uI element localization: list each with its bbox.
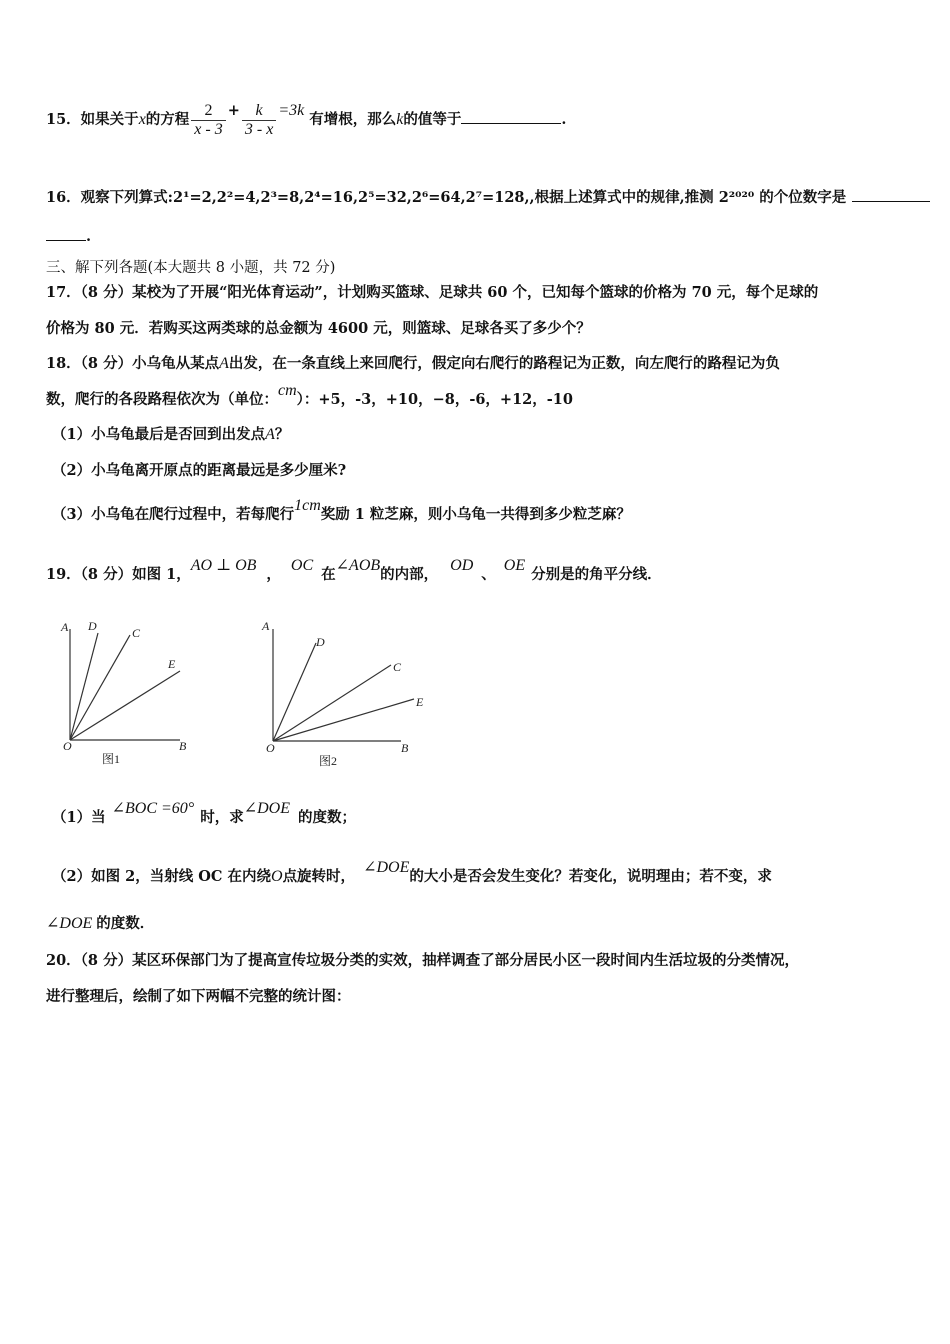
q19-p2-m: ∠DOE — [363, 859, 410, 876]
fig1-label-e: E — [168, 657, 176, 671]
q15-mid: 的方程 — [145, 111, 190, 128]
q19-m2: OC — [290, 557, 314, 574]
q20-line-1: 20．（8 分）某区环保部门为了提高宣传垃圾分类的实效，抽样调查了部分居民小区一段时间内生活垃圾的分类情况， — [46, 952, 800, 969]
q19-p2-b: 点旋转时， — [282, 868, 356, 885]
q15-end: 的值等于 — [403, 111, 462, 128]
q18-part-2: （2）小乌龟离开原点的距离最远是多少厘米? — [52, 462, 347, 479]
q19-part-2 — [52, 859, 772, 887]
q19-p1-c: 的度数； — [298, 809, 356, 826]
q18-point-a: A — [219, 355, 229, 372]
q18-p1-a: （1）小乌龟最后是否回到出发点 — [52, 426, 266, 443]
q19-p1-m: ∠BOC =60° — [111, 800, 195, 817]
q19-line-1 — [46, 557, 662, 585]
q20-line-2: 进行整理后，绘制了如下两幅不完整的统计图： — [46, 988, 351, 1005]
fig1-label-d: D — [88, 619, 97, 633]
q15-prefix: 15．如果关于 — [46, 111, 139, 128]
fig1-caption: 图1 — [102, 752, 121, 766]
q19-d: 分别是的角平分线． — [531, 566, 662, 583]
q19-m1: AO ⊥ OB — [190, 557, 257, 574]
q16-text: 16．观察下列算式:2¹=2,2²=4,2³=8,2⁴=16,2⁵=32,2⁶=64,2⁷=128,,根据上述算式中的规律,推测 2²⁰²⁰ 的个位数字是 — [46, 189, 847, 206]
q17-line-1: 17．（8 分）某校为了开展“阳光体育运动”，计划购买篮球、足球共 60 个，已知每个篮球的价格为 70 元，每个足球的 — [46, 284, 819, 301]
q19-p1-a: （1）当 — [52, 809, 106, 826]
q19-p1-m2: ∠DOE — [243, 800, 290, 817]
q18-line1-a: 18．（8 分）小乌龟从某点 — [46, 355, 220, 372]
q15-answer-blank — [461, 109, 561, 124]
fig2-label-b: B — [401, 741, 409, 755]
q15-var-k: k — [396, 111, 404, 128]
fig2-label-o: O — [266, 741, 275, 755]
q15-frac1-den: x - 3 — [191, 120, 225, 139]
fig1-label-c: C — [132, 626, 141, 640]
q19-p2-a: （2）如图 2，当射线 OC 在内绕 — [52, 868, 271, 885]
q15-suffix: 有增根，那么 — [309, 111, 397, 128]
q15-frac2-den: 3 - x — [242, 120, 276, 139]
q19-m5: OE — [503, 557, 526, 574]
q19-sep1: ， — [266, 566, 281, 583]
q19-c: 的内部， — [380, 566, 439, 583]
fig1-label-b: B — [179, 739, 187, 753]
q18-unit: cm — [278, 382, 297, 399]
q16-period: . — [86, 228, 92, 245]
q18-line2-b: ）：+5，-3，+10，−8，-6，+12，-10 — [296, 391, 573, 408]
fig2-label-a: A — [262, 619, 270, 633]
q16-answer-blank-2 — [46, 226, 86, 241]
fig2-caption: 图2 — [319, 754, 338, 768]
q19-p2-m2: ∠DOE — [46, 915, 93, 932]
q19-p2-d: 的度数． — [96, 915, 155, 932]
fig2-label-d: D — [316, 635, 325, 649]
q15-fraction-2 — [242, 102, 276, 139]
fig2-label-e: E — [416, 695, 424, 709]
fig1-label-a: A — [61, 620, 69, 634]
q18-p3-b: 奖励 1 粒芝麻，则小乌龟一共得到多少粒芝麻？ — [320, 506, 631, 523]
q19-p1-b: 时，求 — [200, 809, 244, 826]
q15-var-x: x — [138, 111, 146, 128]
question-16-cont — [46, 226, 91, 247]
question-15 — [46, 100, 566, 140]
q19-sep2: 、 — [481, 566, 496, 583]
q19-part-2-cont — [46, 914, 154, 934]
q19-p2-o: O — [271, 868, 283, 885]
q18-p1-b: ？ — [274, 426, 290, 443]
figure-1 — [55, 613, 205, 768]
q18-p3-a: （3）小乌龟在爬行过程中，若每爬行 — [52, 506, 295, 523]
q17-line-2: 价格为 80 元．若购买这两类球的总金额为 4600 元，则篮球、足球各买了多少个？ — [46, 320, 591, 337]
q16-answer-blank-1 — [852, 187, 930, 202]
q19-a: 19．（8 分）如图 1， — [46, 566, 191, 583]
q18-line2-a: 数，爬行的各段路程依次为（单位： — [46, 391, 278, 408]
fig2-label-c: C — [393, 660, 402, 674]
q18-line1-b: 出发，在一条直线上来回爬行，假定向右爬行的路程记为正数，向左爬行的路程记为负 — [228, 355, 780, 372]
figure-2 — [256, 613, 431, 768]
q19-b: 在 — [321, 566, 336, 583]
q19-p2-c: 的大小是否会发生变化？若变化，说明理由；若不变，求 — [409, 868, 772, 885]
q18-line-2 — [46, 382, 573, 410]
q19-m4: OD — [450, 557, 474, 574]
q19-part-1 — [52, 800, 356, 828]
q18-p3-unit: 1cm — [294, 497, 321, 514]
fig1-label-o: O — [63, 739, 72, 753]
q15-rhs: =3k — [278, 102, 305, 119]
q15-frac2-num: k — [255, 101, 263, 119]
q15-period: . — [561, 111, 567, 128]
q19-m3: ∠AOB — [335, 557, 381, 574]
q18-part-1 — [52, 425, 289, 445]
q15-fraction-1 — [191, 102, 225, 139]
section-3-title: 三、解下列各题(本大题共 8 小题，共 72 分) — [46, 260, 336, 276]
question-16 — [46, 187, 930, 208]
q15-frac1-num: 2 — [204, 101, 213, 119]
q15-plus: + — [227, 102, 240, 119]
q18-p1-point: A — [265, 426, 275, 443]
q18-part-3 — [52, 497, 631, 525]
q18-line-1 — [46, 354, 780, 374]
